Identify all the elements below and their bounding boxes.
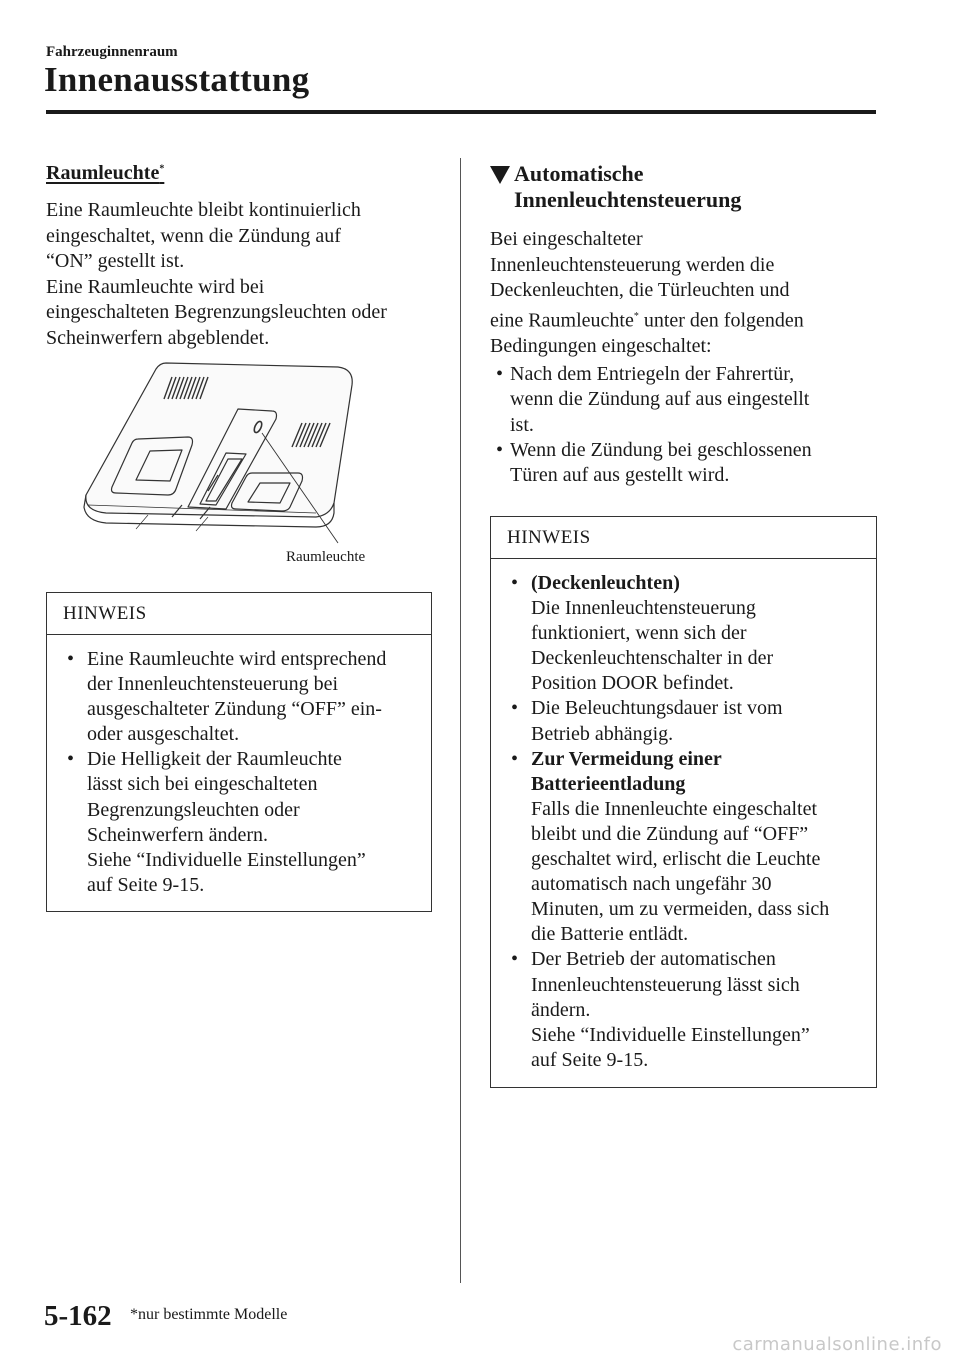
paragraph-line bbox=[490, 304, 870, 334]
page-title: Innenausstattung bbox=[44, 60, 310, 99]
note-line: Innenleuchtensteuerung lässt sich bbox=[531, 973, 800, 996]
condition-item bbox=[490, 362, 880, 438]
note-line: Position DOOR befindet. bbox=[531, 672, 734, 695]
note-body bbox=[47, 635, 431, 898]
note-line: Die Beleuchtungsdauer ist vom bbox=[531, 697, 783, 720]
paragraph-line: Bei eingeschalteter bbox=[490, 228, 643, 250]
overhead-console-illustration bbox=[76, 355, 396, 575]
note-body bbox=[491, 559, 876, 1073]
paragraph-line: eingeschaltet, wenn die Zündung auf bbox=[46, 224, 341, 247]
note-box-right bbox=[490, 516, 877, 1088]
note-line: Eine Raumleuchte wird entsprechend bbox=[87, 648, 387, 670]
note-item-title: Zur Vermeidung einer Batterieentladung bbox=[531, 747, 722, 795]
bullet-icon: • bbox=[496, 438, 504, 461]
note-line: automatisch nach ungefähr 30 bbox=[531, 873, 772, 896]
note-line: Der Betrieb der automatischen bbox=[531, 948, 776, 971]
bullet-icon: • bbox=[511, 747, 519, 770]
bullet-icon: • bbox=[496, 363, 504, 385]
note-line: Siehe “Individuelle Einstellungen” bbox=[87, 848, 366, 871]
note-line: Betrieb abhängig. bbox=[531, 722, 674, 745]
note-line: die Batterie entlädt. bbox=[531, 923, 689, 946]
heading-line: Innenleuchtensteuerung bbox=[514, 187, 742, 212]
note-item bbox=[491, 747, 876, 948]
note-line: Die Helligkeit der Raumleuchte bbox=[87, 748, 342, 771]
triangle-down-icon bbox=[490, 166, 510, 184]
note-line: Scheinwerfern ändern. bbox=[87, 823, 269, 846]
note-box-left bbox=[46, 592, 432, 912]
note-line: lässt sich bei eingeschalteten bbox=[87, 773, 318, 796]
condition-line: ist. bbox=[510, 413, 534, 436]
note-line: Falls die Innenleuchte eingeschaltet bbox=[531, 797, 818, 820]
condition-line: Wenn die Zündung bei geschlossenen bbox=[510, 438, 812, 461]
note-line: geschaltet wird, erlischt die Leuchte bbox=[531, 848, 821, 871]
section-heading-automatic bbox=[490, 161, 741, 213]
note-line: auf Seite 9-15. bbox=[531, 1048, 649, 1071]
page-number: 5-162 bbox=[44, 1300, 112, 1332]
condition-line: wenn die Zündung auf aus eingestellt bbox=[510, 388, 810, 411]
footnote: *nur bestimmte Modelle bbox=[130, 1306, 288, 1323]
bullet-icon: • bbox=[511, 572, 519, 594]
bullet-icon: • bbox=[511, 948, 519, 971]
note-line: oder ausgeschaltet. bbox=[87, 723, 240, 746]
conditions-list bbox=[490, 362, 880, 488]
note-item bbox=[491, 571, 876, 696]
note-item bbox=[491, 696, 876, 746]
heading-line: Automatische bbox=[514, 161, 644, 186]
note-item-title: (Deckenleuchten) bbox=[531, 572, 680, 594]
header-rule bbox=[46, 110, 876, 114]
subhead-raumleuchte bbox=[46, 162, 164, 185]
column-divider bbox=[460, 158, 461, 1283]
note-line: bleibt und die Zündung auf “OFF” bbox=[531, 822, 809, 845]
note-line: Die Innenleuchtensteuerung bbox=[531, 597, 756, 620]
automatic-paragraph bbox=[490, 227, 870, 360]
subhead-text: Raumleuchte bbox=[46, 162, 160, 184]
footnote-mark: * bbox=[633, 310, 639, 322]
paragraph-line: “ON” gestellt ist. bbox=[46, 250, 185, 273]
note-line: auf Seite 9-15. bbox=[87, 873, 205, 896]
paragraph-fragment: unter den folgenden bbox=[638, 309, 804, 332]
paragraph-line: Scheinwerfern abgeblendet. bbox=[46, 326, 270, 349]
condition-item bbox=[490, 438, 880, 489]
paragraph-line: Eine Raumleuchte wird bei bbox=[46, 275, 265, 298]
note-line: ausgeschalteter Zündung “OFF” ein- bbox=[87, 698, 382, 721]
note-line: ändern. bbox=[531, 998, 591, 1021]
note-line: Begrenzungsleuchten oder bbox=[87, 798, 300, 821]
note-item bbox=[47, 647, 431, 747]
bullet-icon: • bbox=[67, 748, 75, 771]
bullet-icon: • bbox=[511, 697, 519, 720]
paragraph-line: eingeschalteten Begrenzungsleuchten oder bbox=[46, 301, 387, 324]
footnote-mark: * bbox=[159, 163, 165, 175]
note-line: Minuten, um zu vermeiden, dass sich bbox=[531, 898, 830, 921]
note-line: Deckenleuchtenschalter in der bbox=[531, 647, 774, 670]
condition-line: Türen auf aus gestellt wird. bbox=[510, 464, 730, 487]
note-line: funktioniert, wenn sich der bbox=[531, 622, 747, 645]
intro-paragraph bbox=[46, 198, 446, 352]
bullet-icon: • bbox=[67, 648, 75, 670]
note-item bbox=[491, 947, 876, 1072]
watermark-text: carmanualsonline.info bbox=[732, 1334, 942, 1355]
paragraph-line: Deckenleuchten, die Türleuchten und bbox=[490, 279, 790, 302]
paragraph-fragment: eine Raumleuchte bbox=[490, 309, 634, 332]
note-heading: HINWEIS bbox=[47, 593, 431, 635]
note-line: der Innenleuchtensteuerung bei bbox=[87, 673, 339, 696]
note-line: Siehe “Individuelle Einstellungen” bbox=[531, 1023, 810, 1046]
paragraph-line: Innenleuchtensteuerung werden die bbox=[490, 253, 775, 276]
figure-label: Raumleuchte bbox=[286, 549, 366, 565]
paragraph-line: Bedingungen eingeschaltet: bbox=[490, 335, 712, 358]
section-label: Fahrzeuginnenraum bbox=[46, 44, 178, 60]
condition-line: Nach dem Entriegeln der Fahrertür, bbox=[510, 363, 795, 385]
note-item bbox=[47, 747, 431, 898]
paragraph-line: Eine Raumleuchte bleibt kontinuierlich bbox=[46, 199, 361, 221]
note-heading: HINWEIS bbox=[491, 517, 876, 559]
